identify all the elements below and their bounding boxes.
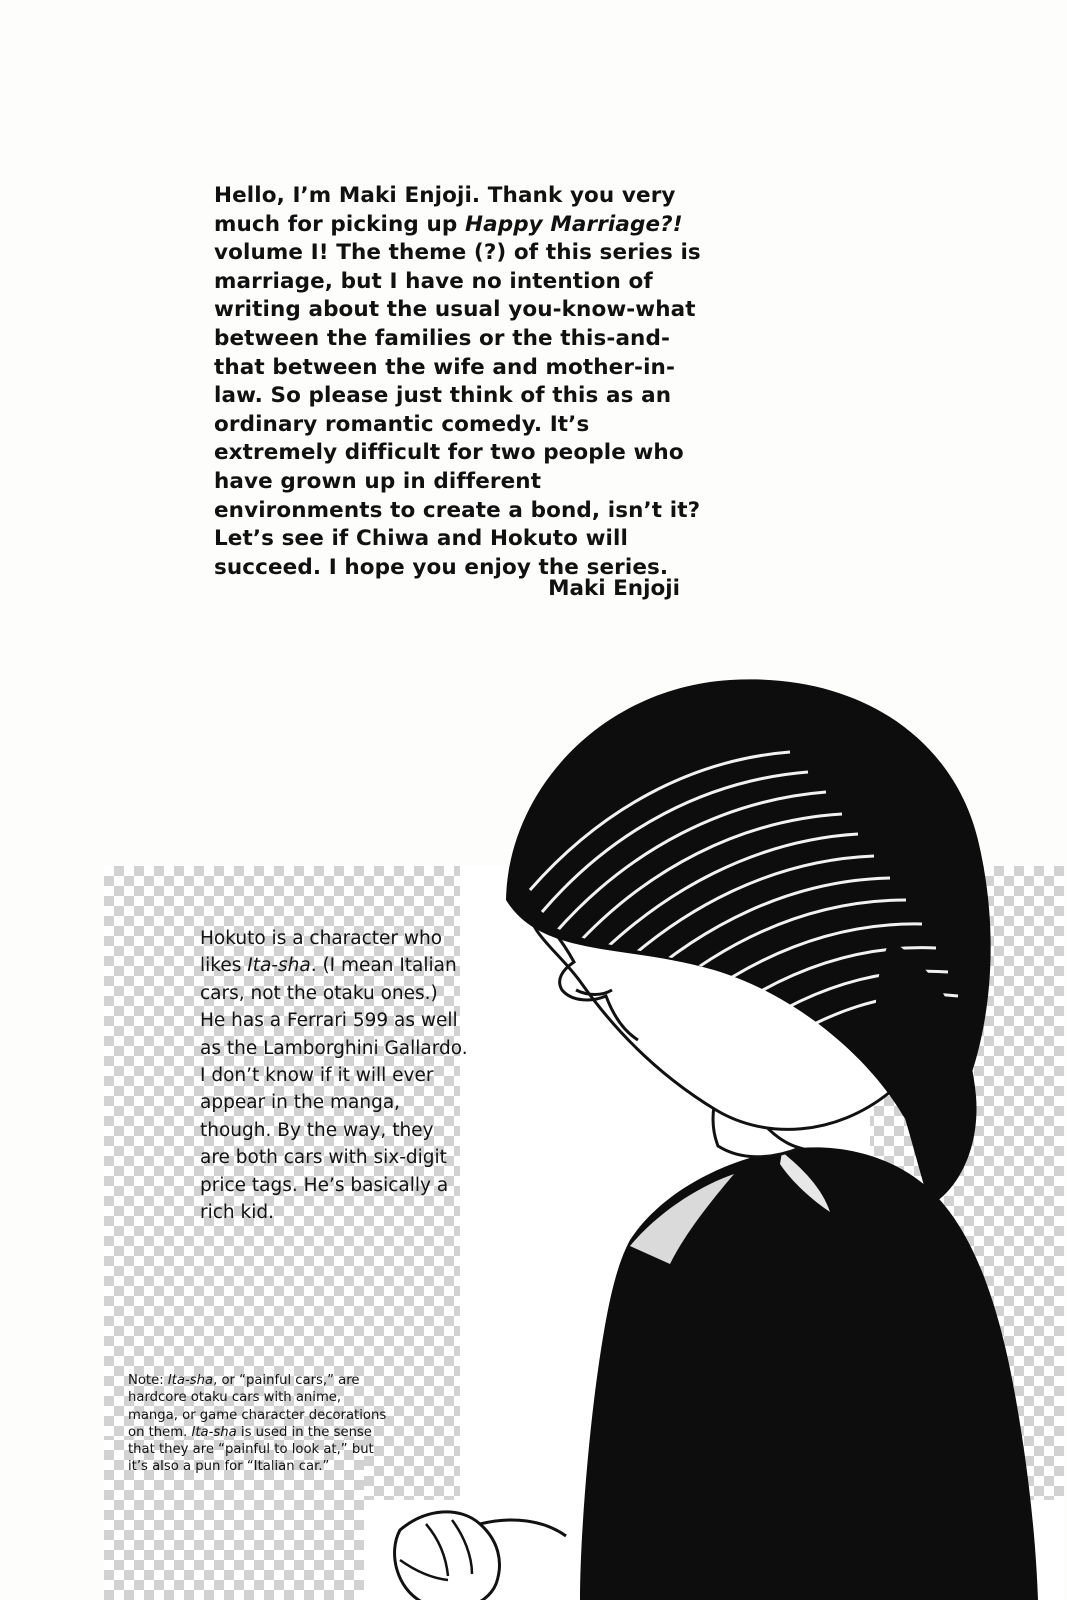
footnote-italic-2: Ita-sha: [191, 1424, 237, 1440]
side-note-part1: Hokuto is a character who likes: [200, 928, 443, 977]
side-note-part2: . (I mean Italian cars, not the otaku ones.) He has a Ferrari 599 as well as the Lamborghini Gallardo. I don’t know if it will ever appear in the manga, though. By the way, they are both cars with six-digit price tags. He’s basically a rich kid.: [200, 955, 468, 1224]
footnote-italic-1: Ita-sha: [167, 1373, 214, 1388]
side-note-italic-itasha: Ita-sha: [247, 955, 311, 977]
eyebrow: [592, 843, 718, 857]
author-note-part2: volume I! The theme (?) of this series is marriage, but I have no intention of writing about the usual you-know-what between the families or the this-and-that between the wife and mother-in-law. So please just think of this as an ordinary romantic comedy. It’s extremely difficult for two people who have grown up in different environments to create a bond, isn’t it? Let’s see if Chiwa and Hokuto will succeed. I hope you enjoy the series.: [214, 240, 701, 580]
author-note-text: [214, 182, 714, 582]
series-title: Happy Marriage?!: [465, 211, 683, 237]
checker-gap-mask: [460, 866, 870, 1566]
hokuto-side-note: [200, 925, 468, 1226]
footnote-part1: , or “painful cars,” are hardcore otaku cars with anime, manga, or game character decorations on them.: [128, 1373, 387, 1440]
author-signature: Maki Enjoji: [548, 576, 680, 601]
footnote-label: Note:: [128, 1373, 168, 1388]
author-note-part1: Hello, I’m Maki Enjoji. Thank you very much for picking up: [214, 183, 676, 237]
translator-footnote: [128, 1372, 390, 1476]
footnote-part2: is used in the sense that they are “painful to look at,” but it’s also a pun for “Italian car.”: [128, 1424, 374, 1475]
